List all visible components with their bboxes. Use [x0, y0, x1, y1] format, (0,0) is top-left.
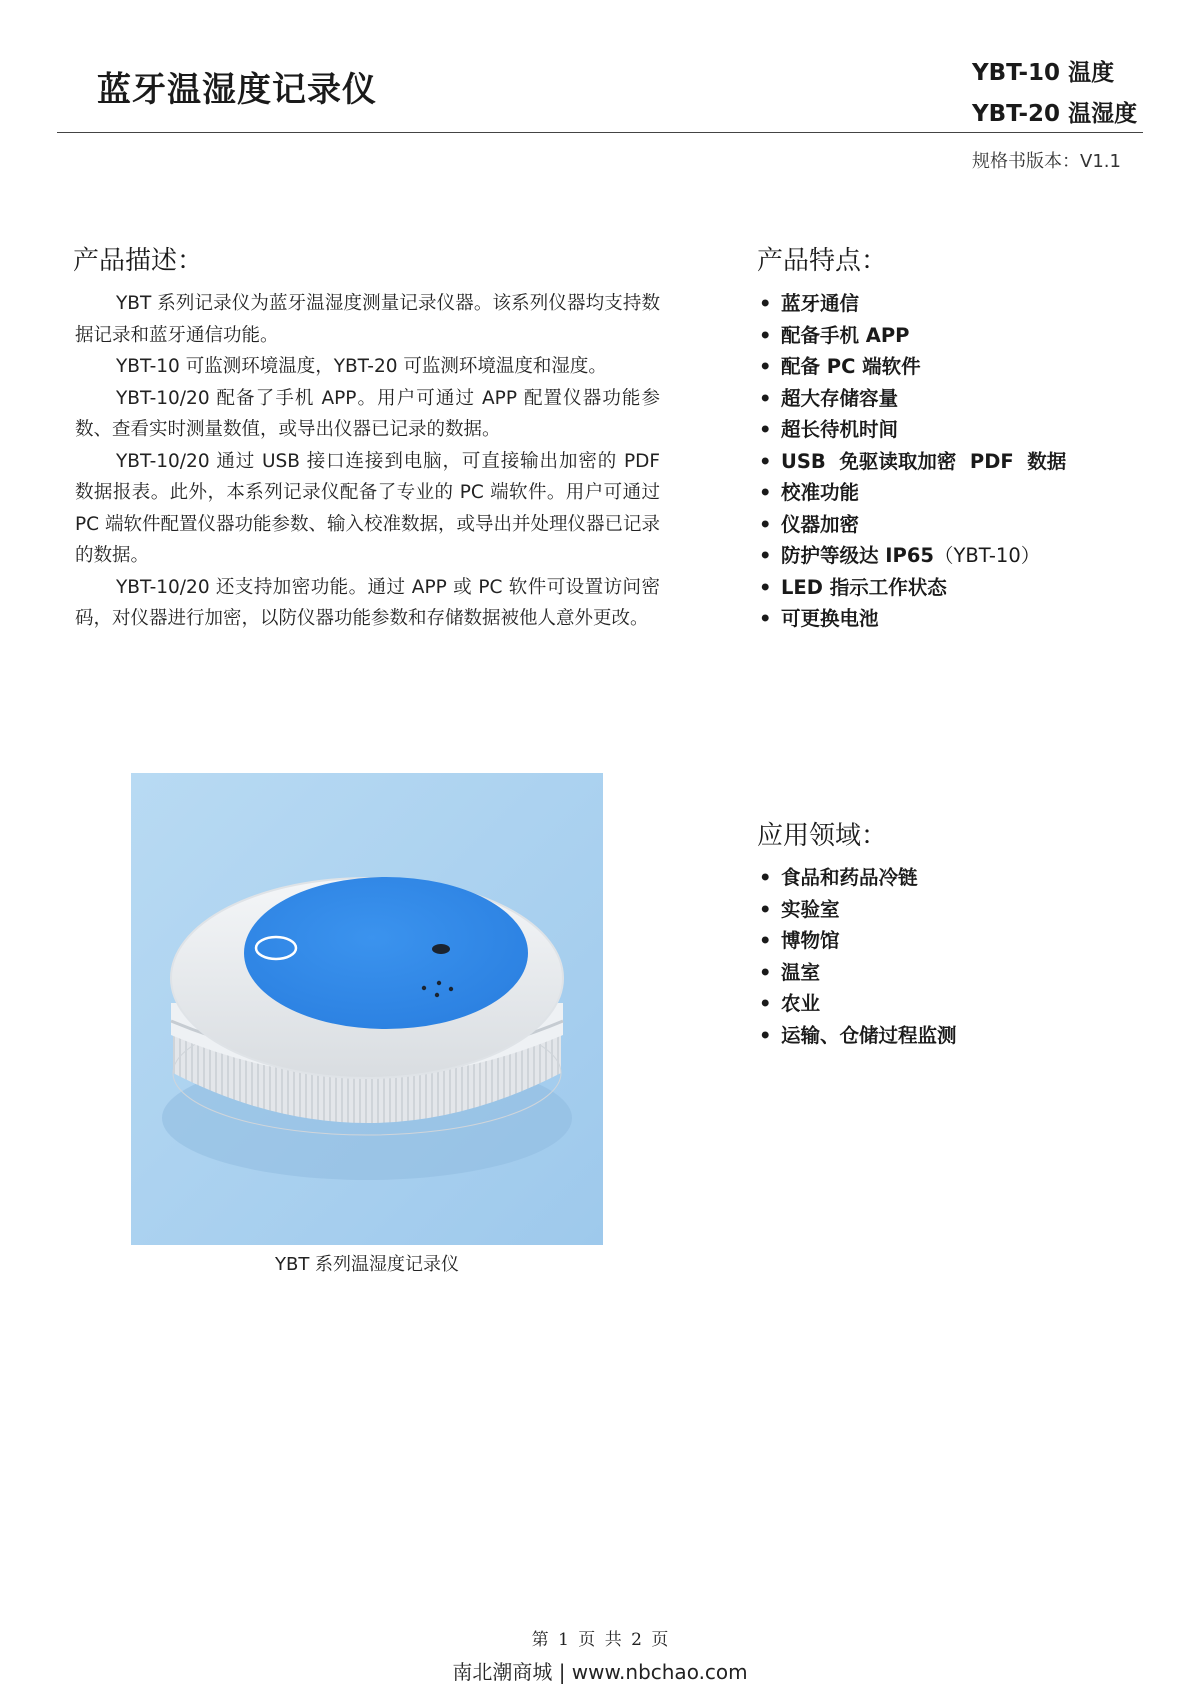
application-item: • 实验室 [759, 894, 957, 926]
features-heading: 产品特点： [757, 246, 888, 276]
feature-item: • 可更换电池 [759, 603, 1066, 635]
spec-version: 规格书版本：V1.1 [972, 151, 1121, 172]
model-ybt10 [972, 54, 1114, 87]
product-photo [131, 773, 603, 1245]
description-paragraph: YBT-10/20 还支持加密功能。通过 APP 或 PC 软件可设置访问密码，对仪器进行加密，以防仪器功能参数和存储数据被他人意外更改。 [75, 576, 660, 629]
button-dot [435, 993, 439, 997]
description-paragraph: YBT 系列记录仪为蓝牙温湿度测量记录仪器。该系列仪器均支持数据记录和蓝牙通信功能。 [75, 293, 660, 346]
document-title: 蓝牙温湿度记录仪 [97, 70, 377, 110]
header-divider [57, 132, 1143, 133]
device-face [244, 877, 528, 1029]
feature-item: • 校准功能 [759, 477, 1066, 509]
application-item: • 农业 [759, 988, 957, 1020]
feature-item: • 仪器加密 [759, 509, 1066, 541]
feature-item: • 超长待机时间 [759, 414, 1066, 446]
features-list [759, 288, 1066, 635]
application-item: • 博物馆 [759, 925, 957, 957]
page-number: 第 1 页 共 2 页 [531, 1630, 669, 1650]
application-item: • 食品和药品冷链 [759, 862, 957, 894]
button-dot [422, 986, 426, 990]
description-body [75, 288, 660, 635]
model-desc: 温湿度 [1068, 101, 1138, 127]
model-desc: 温度 [1068, 60, 1115, 86]
button-dot [437, 981, 441, 985]
application-item: • 运输、仓储过程监测 [759, 1020, 957, 1052]
button-dot [449, 987, 453, 991]
feature-item: • LED 指示工作状态 [759, 572, 1066, 604]
feature-item: • 配备 PC 端软件 [759, 351, 1066, 383]
description-heading: 产品描述： [73, 246, 204, 276]
description-paragraph: YBT-10/20 配备了手机 APP。用户可通过 APP 配置仪器功能参数、查看实时测量数值，或导出仪器已记录的数据。 [75, 387, 660, 440]
ip-note: （YBT-10） [933, 544, 1041, 567]
description-paragraph: YBT-10/20 通过 USB 接口连接到电脑，可直接输出加密的 PDF 数据报表。此外，本系列记录仪配备了专业的 PC 端软件。用户可通过 PC 端软件配置仪器功能参数、输入校准数据，或导出并处理仪器已记录的数据。 [75, 450, 660, 566]
model-code: YBT-10 [972, 60, 1061, 86]
model-code: YBT-20 [972, 101, 1061, 127]
image-caption: YBT 系列温湿度记录仪 [274, 1254, 460, 1275]
description-paragraph: YBT-10 可监测环境温度，YBT-20 可监测环境温度和湿度。 [116, 356, 607, 377]
site-footer: 南北潮商城 | www.nbchao.com [452, 1660, 748, 1684]
application-item: • 温室 [759, 957, 957, 989]
feature-item: • USB 免驱读取加密 PDF 数据 [759, 446, 1066, 478]
feature-item: • 配备手机 APP [759, 320, 1066, 352]
feature-item: • 蓝牙通信 [759, 288, 1066, 320]
applications-heading: 应用领域： [757, 821, 888, 851]
feature-item: • 超大存储容量 [759, 383, 1066, 415]
applications-list [759, 862, 957, 1051]
feature-item: • 防护等级达 IP65（YBT-10） [759, 540, 1066, 572]
sensor-hole-icon [432, 944, 450, 954]
model-ybt20 [972, 95, 1137, 128]
